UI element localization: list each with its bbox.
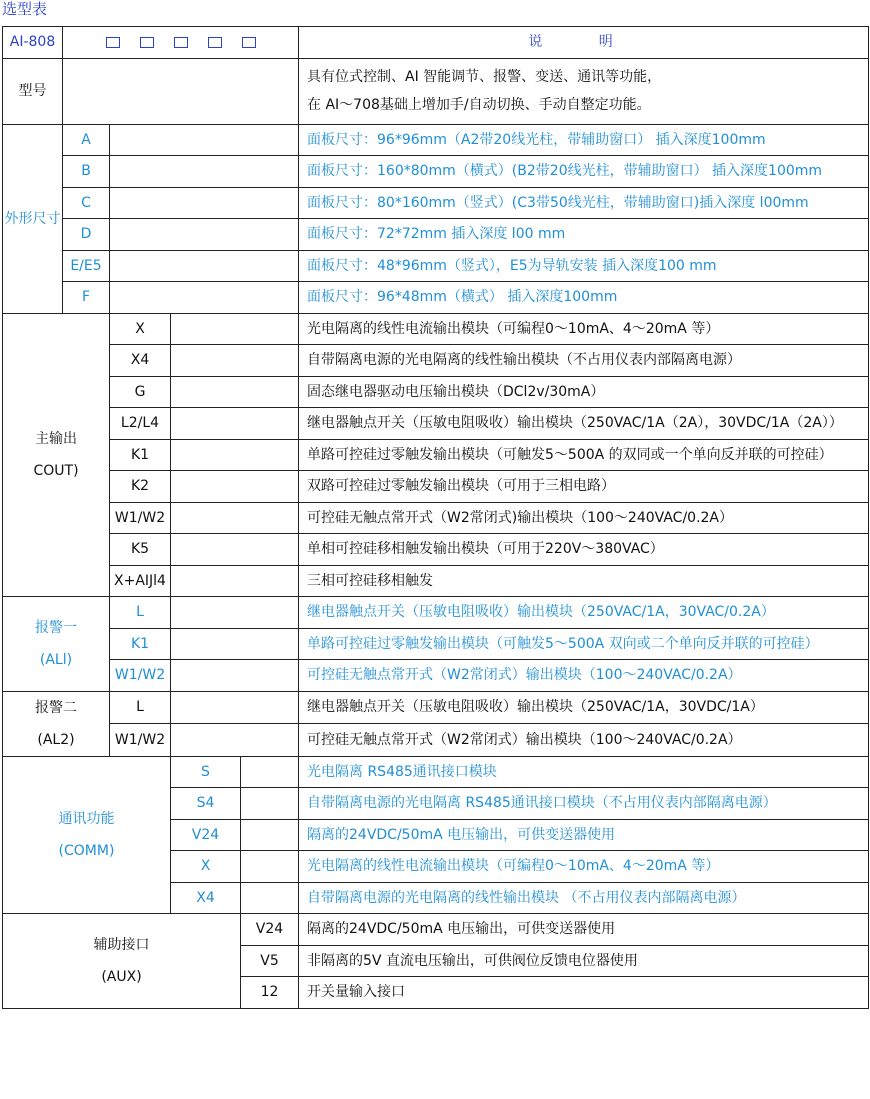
option-code: V24 bbox=[241, 914, 299, 946]
table-row bbox=[3, 124, 869, 156]
option-code: L bbox=[110, 597, 171, 629]
header-row bbox=[3, 27, 869, 59]
option-description: 开关量输入接口 bbox=[299, 977, 869, 1009]
option-code: D bbox=[63, 219, 110, 251]
option-code: K5 bbox=[110, 534, 171, 566]
option-description: 光电隔离的线性电流输出模块（可编程0～10mA、4～20mA 等） bbox=[299, 313, 869, 345]
option-description: 继电器触点开关（压敏电阻吸收）输出模块（250VAC/1A，30VAC/0.2A） bbox=[299, 597, 869, 629]
option-description: 自带隔离电源的光电隔离 RS485通讯接口模块（不占用仪表内部隔离电源） bbox=[299, 788, 869, 820]
model-type-row bbox=[3, 58, 869, 124]
option-description: 光电隔离 RS485通讯接口模块 bbox=[299, 756, 869, 788]
option-description: 固态继电器驱动电压输出模块（DCl2v/30mA） bbox=[299, 376, 869, 408]
table-row bbox=[3, 345, 869, 377]
table-row bbox=[3, 724, 869, 757]
table-row bbox=[3, 439, 869, 471]
description-header: 说 明 bbox=[299, 27, 869, 59]
page-title: 选型表 bbox=[2, 0, 48, 18]
option-code: X+AIJl4 bbox=[110, 565, 171, 597]
model-code: AI-808 bbox=[3, 27, 63, 59]
table-row bbox=[3, 471, 869, 503]
code-box-icon bbox=[208, 37, 222, 48]
option-code: X bbox=[110, 313, 171, 345]
option-code: 12 bbox=[241, 977, 299, 1009]
model-type-description: 具有位式控制、AI 智能调节、报警、变送、通讯等功能， 在 AI～708基础上增加手/自动切换、手动自整定功能。 bbox=[299, 58, 869, 124]
table-row bbox=[3, 691, 869, 724]
option-description: 可控硅无触点常开式（W2常闭式)输出模块（100～240VAC/0.2A） bbox=[299, 502, 869, 534]
option-code: W1/W2 bbox=[110, 660, 171, 692]
option-description: 单路可控硅过零触发输出模块（可触发5～500A 双向或二个单向反并联的可控硅） bbox=[299, 628, 869, 660]
option-description: 面板尺寸：96*96mm（A2带20线光柱，带辅助窗口） 插入深度100mm bbox=[299, 124, 869, 156]
table-row bbox=[3, 914, 869, 946]
option-description: 非隔离的5V 直流电压输出，可供阀位反馈电位器使用 bbox=[299, 945, 869, 977]
option-code: G bbox=[110, 376, 171, 408]
code-box-icon bbox=[140, 37, 154, 48]
code-box-icon bbox=[242, 37, 256, 48]
option-description: 继电器触点开关（压敏电阻吸收）输出模块（250VAC/1A，30VDC/1A） bbox=[299, 691, 869, 724]
alarm2-label: 报警二 (AL2) bbox=[3, 691, 110, 756]
main-output-label: 主输出 COUT) bbox=[3, 313, 110, 597]
option-code: F bbox=[63, 282, 110, 314]
table-row bbox=[3, 660, 869, 692]
option-code: X bbox=[171, 851, 241, 883]
alarm1-label: 报警一 (ALl) bbox=[3, 597, 110, 692]
table-row bbox=[3, 565, 869, 597]
table-row bbox=[3, 376, 869, 408]
option-description: 可控硅无触点常开式（W2常闭式）输出模块（100～240VAC/0.2A） bbox=[299, 660, 869, 692]
option-description: 面板尺寸：96*48mm（横式） 插入深度100mm bbox=[299, 282, 869, 314]
option-code: S4 bbox=[171, 788, 241, 820]
table-row bbox=[3, 313, 869, 345]
option-code: V5 bbox=[241, 945, 299, 977]
option-code: A bbox=[63, 124, 110, 156]
option-description: 自带隔离电源的光电隔离的线性输出模块 （不占用仪表内部隔离电源） bbox=[299, 882, 869, 914]
option-code: V24 bbox=[171, 819, 241, 851]
option-code: K1 bbox=[110, 439, 171, 471]
table-row bbox=[3, 156, 869, 188]
option-code: B bbox=[63, 156, 110, 188]
table-row bbox=[3, 250, 869, 282]
table-row bbox=[3, 597, 869, 629]
option-description: 面板尺寸：160*80mm（横式）(B2带20线光柱，带辅助窗口） 插入深度100mm bbox=[299, 156, 869, 188]
option-description: 双路可控硅过零触发输出模块（可用于三相电路） bbox=[299, 471, 869, 503]
code-box-icon bbox=[174, 37, 188, 48]
table-row bbox=[3, 534, 869, 566]
table-row bbox=[3, 756, 869, 788]
option-description: 隔离的24VDC/50mA 电压输出，可供变送器使用 bbox=[299, 819, 869, 851]
option-description: 面板尺寸：48*96mm（竖式），E5为导轨安装 插入深度100 mm bbox=[299, 250, 869, 282]
option-code: X4 bbox=[171, 882, 241, 914]
option-code: X4 bbox=[110, 345, 171, 377]
option-description: 光电隔离的线性电流输出模块（可编程0～10mA、4～20mA 等） bbox=[299, 851, 869, 883]
option-description: 隔离的24VDC/50mA 电压输出，可供变送器使用 bbox=[299, 914, 869, 946]
aux-label: 辅助接口 (AUX) bbox=[3, 914, 241, 1009]
option-description: 单路可控硅过零触发输出模块（可触发5～500A 的双同或一个单向反并联的可控硅） bbox=[299, 439, 869, 471]
option-code: W1/W2 bbox=[110, 724, 171, 757]
table-row bbox=[3, 408, 869, 440]
code-placeholders bbox=[63, 27, 299, 59]
table-row bbox=[3, 219, 869, 251]
model-type-label: 型号 bbox=[3, 58, 63, 124]
option-code: C bbox=[63, 187, 110, 219]
table-row bbox=[3, 282, 869, 314]
selection-table bbox=[2, 26, 869, 1009]
option-description: 自带隔离电源的光电隔离的线性输出模块（不占用仪表内部隔离电源） bbox=[299, 345, 869, 377]
option-code: S bbox=[171, 756, 241, 788]
table-row bbox=[3, 187, 869, 219]
option-description: 可控硅无触点常开式（W2常闭式）输出模块（100～240VAC/0.2A） bbox=[299, 724, 869, 757]
dimensions-label: 外形尺寸 bbox=[3, 124, 63, 313]
code-box-icon bbox=[106, 37, 120, 48]
option-description: 继电器触点开关（压敏电阻吸收）输出模块（250VAC/1A（2A），30VDC/1A（2A）） bbox=[299, 408, 869, 440]
option-code: W1/W2 bbox=[110, 502, 171, 534]
option-description: 三相可控硅移相触发 bbox=[299, 565, 869, 597]
option-description: 面板尺寸：80*160mm（竖式）(C3带50线光柱，带辅助窗口)插入深度 l00mm bbox=[299, 187, 869, 219]
table-row bbox=[3, 502, 869, 534]
option-code: L2/L4 bbox=[110, 408, 171, 440]
table-row bbox=[3, 628, 869, 660]
option-code: K1 bbox=[110, 628, 171, 660]
option-code: L bbox=[110, 691, 171, 724]
comm-label: 通讯功能 (COMM) bbox=[3, 756, 171, 914]
option-description: 面板尺寸：72*72mm 插入深度 l00 mm bbox=[299, 219, 869, 251]
option-code: E/E5 bbox=[63, 250, 110, 282]
option-description: 单相可控硅移相触发输出模块（可用于220V～380VAC） bbox=[299, 534, 869, 566]
option-code: K2 bbox=[110, 471, 171, 503]
